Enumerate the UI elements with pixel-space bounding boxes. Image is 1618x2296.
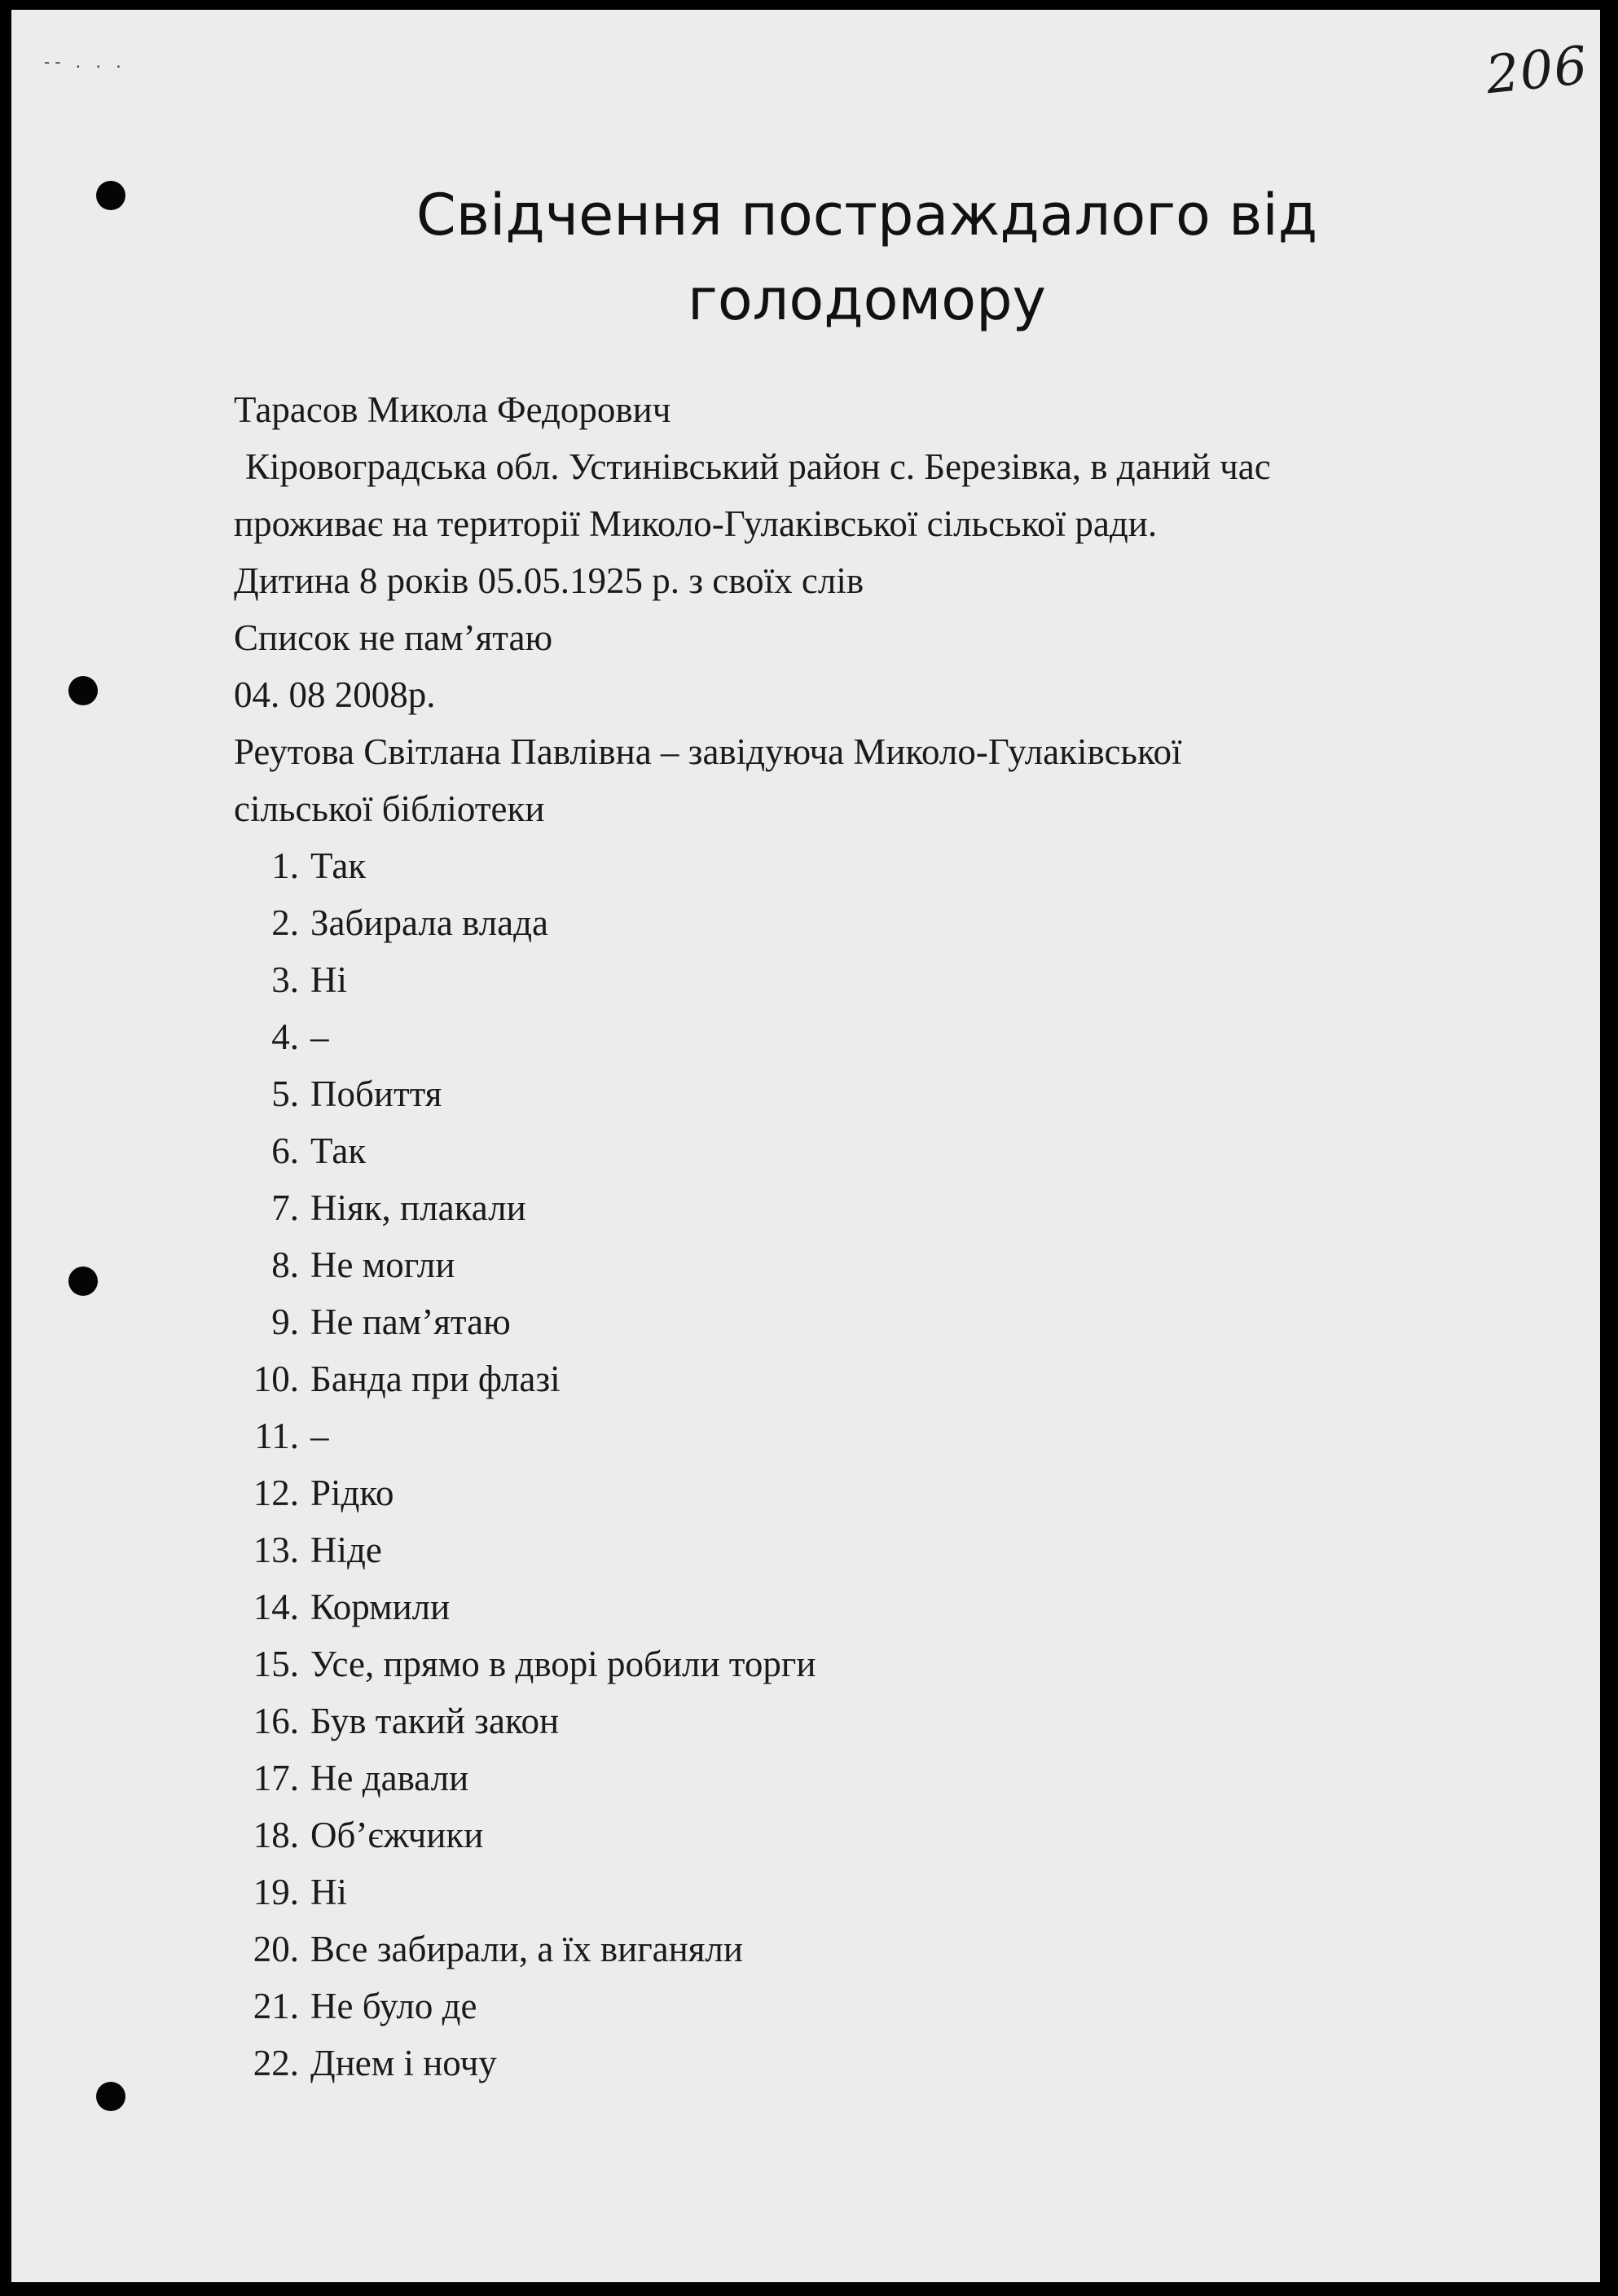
- answer-text: Ніде: [310, 1530, 382, 1570]
- answer-text: Побиття: [310, 1073, 442, 1114]
- answer-text: Днем і ночу: [310, 2043, 497, 2083]
- answer-text: Все забирали, а їх виганяли: [310, 1929, 743, 1969]
- answer-item: [234, 1921, 1537, 1978]
- answer-text: Ні: [310, 1872, 347, 1912]
- answer-number: 10.: [253, 1359, 299, 1399]
- testimony-body: [234, 381, 1537, 2092]
- handwritten-page-number: 206: [1483, 35, 1591, 107]
- answer-number: 11.: [254, 1416, 299, 1456]
- address-line-2: проживає на території Миколо-Гулаківської сільської ради.: [234, 503, 1158, 544]
- answer-number: 14.: [253, 1587, 299, 1627]
- answer-number: 12.: [253, 1473, 299, 1513]
- answer-item: [234, 1749, 1537, 1807]
- answers-list: [234, 837, 1537, 2092]
- answer-item: [234, 1635, 1537, 1692]
- answer-number: 18.: [253, 1815, 299, 1855]
- answer-text: Рідко: [310, 1473, 394, 1513]
- answer-item: [234, 837, 1537, 894]
- answer-item: [234, 2035, 1537, 2092]
- punch-hole-4: [96, 2082, 125, 2111]
- answer-item: [234, 1350, 1537, 1407]
- answer-number: 22.: [253, 2043, 299, 2083]
- answer-number: 9.: [271, 1302, 299, 1342]
- answer-text: Був такий закон: [310, 1701, 560, 1741]
- answer-item: [234, 1008, 1537, 1065]
- title-line-1: Свідчення постраждалого від: [415, 182, 1318, 248]
- answer-number: 20.: [253, 1929, 299, 1969]
- answer-item: [234, 1578, 1537, 1635]
- answer-item: [234, 951, 1537, 1008]
- punch-hole-2: [68, 676, 98, 705]
- answer-text: Забирала влада: [310, 902, 548, 943]
- answer-number: 13.: [253, 1530, 299, 1570]
- answer-item: [234, 1065, 1537, 1122]
- answer-item: [234, 894, 1537, 951]
- answer-text: Усе, прямо в дворі робили торги: [310, 1644, 816, 1684]
- answer-text: Ні: [310, 959, 347, 1000]
- answer-text: Не було де: [310, 1986, 477, 2026]
- answer-text: Об’єжчики: [310, 1815, 484, 1855]
- document-title: [174, 173, 1559, 342]
- answer-number: 19.: [253, 1872, 299, 1912]
- answer-item: [234, 1407, 1537, 1464]
- address-line-1: Кіровоградська обл. Устинівський район с. Березівка, в даний час: [245, 446, 1271, 487]
- answer-number: 7.: [271, 1188, 299, 1228]
- document-page: [11, 10, 1600, 2282]
- answer-text: Не давали: [310, 1758, 469, 1798]
- answer-number: 15.: [253, 1644, 299, 1684]
- answer-number: 1.: [271, 845, 299, 886]
- list-note: Список не пам’ятаю: [234, 617, 553, 658]
- answer-number: 16.: [253, 1701, 299, 1741]
- answer-item: [234, 1293, 1537, 1350]
- recorder-line-1: Реутова Світлана Павлівна – завідуюча Миколо-Гулаківської: [234, 731, 1182, 772]
- answer-item: [234, 1122, 1537, 1179]
- answer-text: –: [310, 1416, 329, 1456]
- age-line: Дитина 8 років 05.05.1925 р. з своїх слів: [234, 560, 864, 601]
- answer-item: [234, 1236, 1537, 1293]
- answer-number: 6.: [271, 1130, 299, 1171]
- answer-text: Так: [310, 845, 367, 886]
- corner-marks: -- . . .: [44, 52, 126, 72]
- answer-item: [234, 1521, 1537, 1578]
- answer-text: Банда при флазі: [310, 1359, 561, 1399]
- answer-item: [234, 1692, 1537, 1749]
- answer-item: [234, 1864, 1537, 1921]
- answer-item: [234, 1807, 1537, 1864]
- answer-text: –: [310, 1016, 329, 1057]
- answer-item: [234, 1179, 1537, 1236]
- answer-item: [234, 1978, 1537, 2035]
- title-line-2: голодомору: [688, 266, 1046, 333]
- answer-number: 21.: [253, 1986, 299, 2026]
- recorder-line-2: сільської бібліотеки: [234, 788, 545, 829]
- punch-hole-1: [96, 181, 125, 210]
- answer-number: 5.: [271, 1073, 299, 1114]
- answer-text: Не пам’ятаю: [310, 1302, 511, 1342]
- witness-name: Тарасов Микола Федорович: [234, 389, 671, 430]
- answer-text: Ніяк, плакали: [310, 1188, 526, 1228]
- answer-number: 17.: [253, 1758, 299, 1798]
- answer-text: Так: [310, 1130, 367, 1171]
- answer-number: 8.: [271, 1245, 299, 1285]
- answer-number: 3.: [271, 959, 299, 1000]
- answer-item: [234, 1464, 1537, 1521]
- record-date: 04. 08 2008р.: [234, 674, 436, 715]
- answer-text: Кормили: [310, 1587, 451, 1627]
- punch-hole-3: [68, 1267, 98, 1296]
- answer-number: 2.: [271, 902, 299, 943]
- answer-number: 4.: [271, 1016, 299, 1057]
- answer-text: Не могли: [310, 1245, 455, 1285]
